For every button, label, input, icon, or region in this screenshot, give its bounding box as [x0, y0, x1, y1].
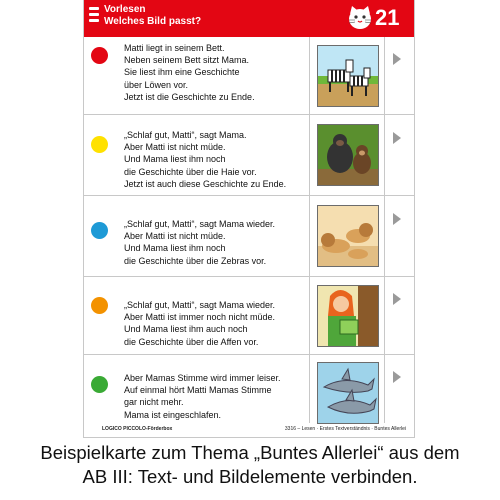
text-line: Mama ist eingeschlafen. [124, 409, 222, 420]
card-title: Vorlesen [104, 4, 146, 15]
cat-logo-icon [347, 5, 373, 31]
exercise-row-2 [84, 115, 414, 191]
footer-right: 3316 – Lesen · Erstes Textverständnis · Buntes Allerlei [284, 426, 406, 432]
arrow-right-icon [393, 371, 401, 383]
exercise-row-4 [84, 277, 414, 353]
exercise-row-3 [84, 196, 414, 272]
row-text [124, 42, 344, 103]
text-line: Und Mama liest ihm auch noch [124, 324, 248, 335]
row-text [124, 129, 344, 190]
yellow-dot[interactable] [91, 136, 108, 153]
text-line: „Schlaf gut, Matti“, sagt Mama. [124, 130, 247, 140]
blue-dot[interactable] [91, 222, 108, 239]
footer-left: LOGICO PICCOLO-Förderbox [102, 426, 173, 432]
red-dot[interactable] [91, 47, 108, 64]
mama-reading-picture[interactable] [317, 285, 379, 347]
menu-icon [89, 7, 99, 25]
text-line: „Schlaf gut, Matti“, sagt Mama wieder. [124, 219, 276, 229]
caption-line-2: AB III: Text- und Bildelemente verbinden. [82, 466, 418, 487]
gorillas-picture[interactable] [317, 124, 379, 186]
text-line: Und Mama liest ihm noch [124, 243, 226, 254]
text-line: Und Mama liest ihm noch [124, 154, 226, 165]
row-text [124, 372, 344, 421]
card-header [84, 0, 414, 37]
text-line: Aber Mamas Stimme wird immer leiser. [124, 373, 281, 383]
text-line: Aber Matti ist immer noch nicht müde. [124, 312, 276, 323]
sharks-picture[interactable] [317, 362, 379, 424]
text-line: Sie liest ihm eine Geschichte [124, 67, 240, 78]
card-number: 21 [375, 5, 400, 30]
green-dot[interactable] [91, 376, 108, 393]
row-text [124, 218, 344, 267]
text-line: Aber Matti ist nicht müde. [124, 142, 226, 153]
text-line: die Geschichte über die Zebras vor. [124, 255, 267, 266]
text-line: Neben seinem Bett sitzt Mama. [124, 55, 250, 66]
lions-picture[interactable] [317, 205, 379, 267]
exercise-row-5 [84, 355, 414, 431]
text-line: Aber Matti ist nicht müde. [124, 231, 226, 242]
text-line: die Geschichte über die Haie vor. [124, 166, 257, 177]
exercise-card [83, 0, 415, 438]
arrow-right-icon [393, 293, 401, 305]
text-line: die Geschichte über die Affen vor. [124, 336, 259, 347]
zebras-picture[interactable] [317, 45, 379, 107]
arrow-right-icon [393, 213, 401, 225]
text-line: Jetzt ist auch diese Geschichte zu Ende. [124, 178, 287, 189]
arrow-right-icon [393, 132, 401, 144]
orange-dot[interactable] [91, 297, 108, 314]
text-line: Jetzt ist die Geschichte zu Ende. [124, 91, 255, 102]
text-line: Matti liegt in seinem Bett. [124, 43, 225, 53]
caption-line-1: Beispielkarte zum Thema „Buntes Allerlei“ aus dem [40, 442, 460, 463]
text-line: über Löwen vor. [124, 79, 189, 90]
text-line: Auf einmal hört Matti Mamas Stimme [124, 385, 272, 396]
caption [0, 441, 500, 489]
text-line: gar nicht mehr. [124, 397, 184, 408]
exercise-row-1 [84, 37, 414, 113]
text-line: „Schlaf gut, Matti“, sagt Mama wieder. [124, 300, 276, 310]
card-subtitle: Welches Bild passt? [104, 16, 202, 27]
row-text [124, 299, 344, 348]
arrow-right-icon [393, 53, 401, 65]
